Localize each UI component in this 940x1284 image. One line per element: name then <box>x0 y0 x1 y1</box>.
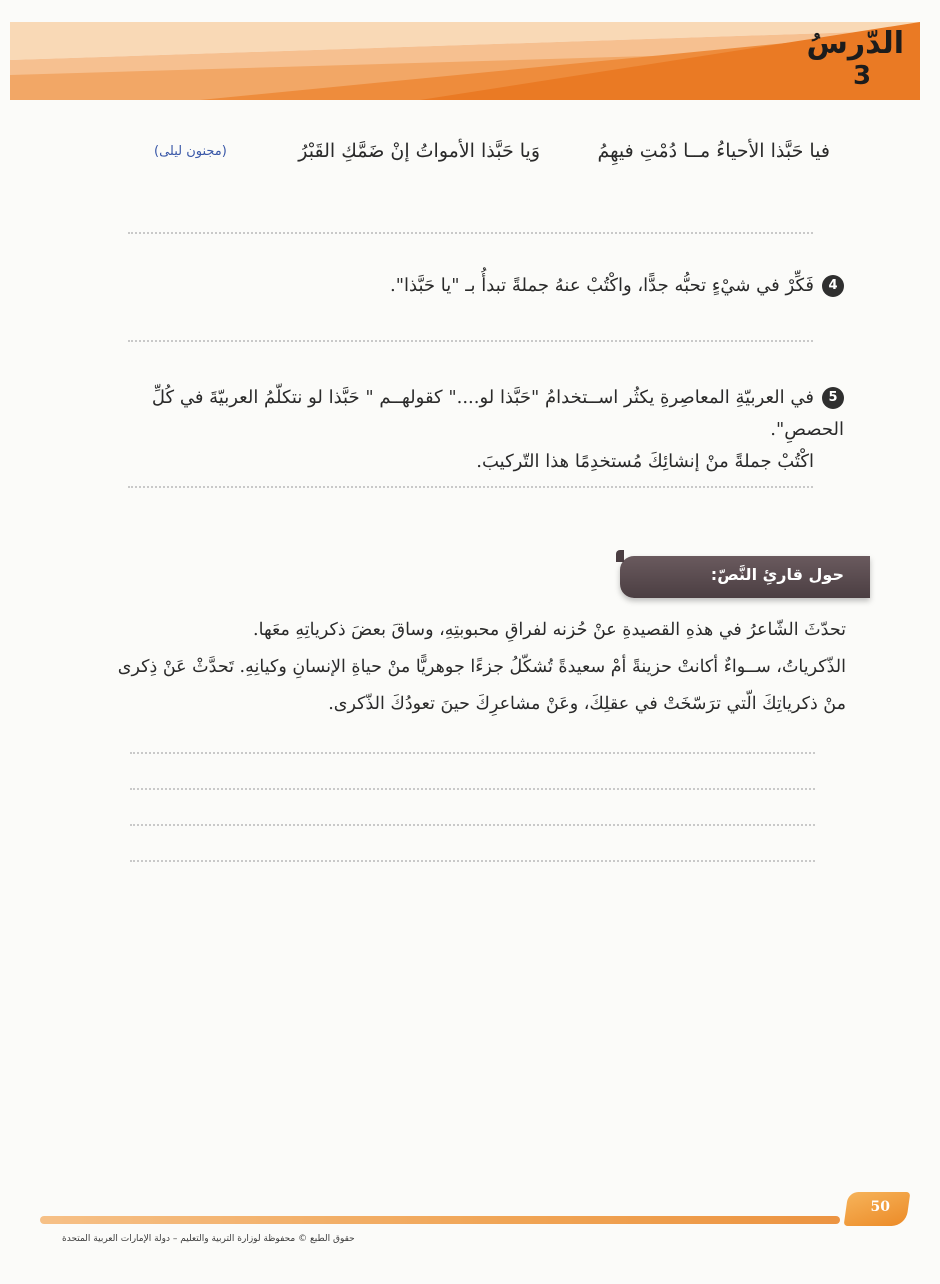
page-number: 50 <box>870 1199 890 1215</box>
section-heading-tag <box>620 556 870 598</box>
question-4-text: فَكِّرْ في شيْءٍ تحبُّه جدًّا، واكْتُبْ عنهُ جملةً تبدأُ بـ "يا حَبَّذا". <box>390 275 814 296</box>
answer-line[interactable] <box>130 752 815 754</box>
answer-line[interactable] <box>130 860 815 862</box>
answer-line[interactable] <box>128 232 813 234</box>
copyright-notice: حقوق الطبع © محفوظة لوزارة التربية والتعليم – دولة الإمارات العربية المتحدة <box>62 1234 355 1244</box>
paragraph-line: الذّكرياتُ، ســواءٌ أكانتْ حزينةً أمْ سعيدةً تُشكّلُ جزءًا جوهريًّا منْ حياةِ الإنسانِ وكيانِهِ. تَحدَّثْ عَنْ ذِكرى <box>117 657 846 677</box>
footer-bar <box>40 1216 840 1224</box>
answer-line[interactable] <box>130 824 815 826</box>
paragraph-line: منْ ذكرياتِكَ الّتي ترَسّخَتْ في عقلِكَ، وعَنْ مشاعرِكَ حينَ تعودُكَ الذّكرى. <box>328 694 846 714</box>
question-number-badge: 5 <box>822 387 844 409</box>
question-number-badge: 4 <box>822 275 844 297</box>
answer-line[interactable] <box>128 340 813 342</box>
poetry-verse <box>150 140 830 180</box>
paragraph-line: تحدّثَ الشّاعرُ في هذهِ القصيدةِ عنْ حُزنه لفراقِ محبوبتِهِ، وساقَ بعضَ ذكرياتِهِ معَها. <box>253 620 846 640</box>
verse-second-hemistich: وَيا حَبَّذا الأمواتُ إنْ ضَمَّكِ القَبْرُ <box>298 140 540 162</box>
question-5-line-2: اكْتُبْ جملةً منْ إنشائِكَ مُستخدِمًا هذا التّركيبَ. <box>476 451 814 472</box>
section-title: حول قارئِ النَّصّ: <box>710 565 844 584</box>
header-banner <box>0 0 940 110</box>
lesson-badge <box>806 26 904 98</box>
question-5 <box>124 382 844 478</box>
lesson-number: 3 <box>852 61 872 91</box>
verse-first-hemistich: فيا حَبَّذا الأحياءُ مــا دُمْتِ فيهِمُ <box>597 140 830 162</box>
question-5-line-1: في العربيّةِ المعاصِرةِ يكثُر اســتخدامُ "حَبَّذا لو...." كقولهــم " حَبَّذا لو نتكلّمُ العربيّةَ في كُلِّ الحصصِ". <box>151 387 844 440</box>
lesson-title: الدّرسُ <box>806 26 904 61</box>
question-4 <box>124 270 844 302</box>
answer-line[interactable] <box>130 788 815 790</box>
poet-attribution: (مجنون ليلى) <box>154 144 227 159</box>
answer-line[interactable] <box>128 486 813 488</box>
section-paragraph <box>116 612 846 723</box>
